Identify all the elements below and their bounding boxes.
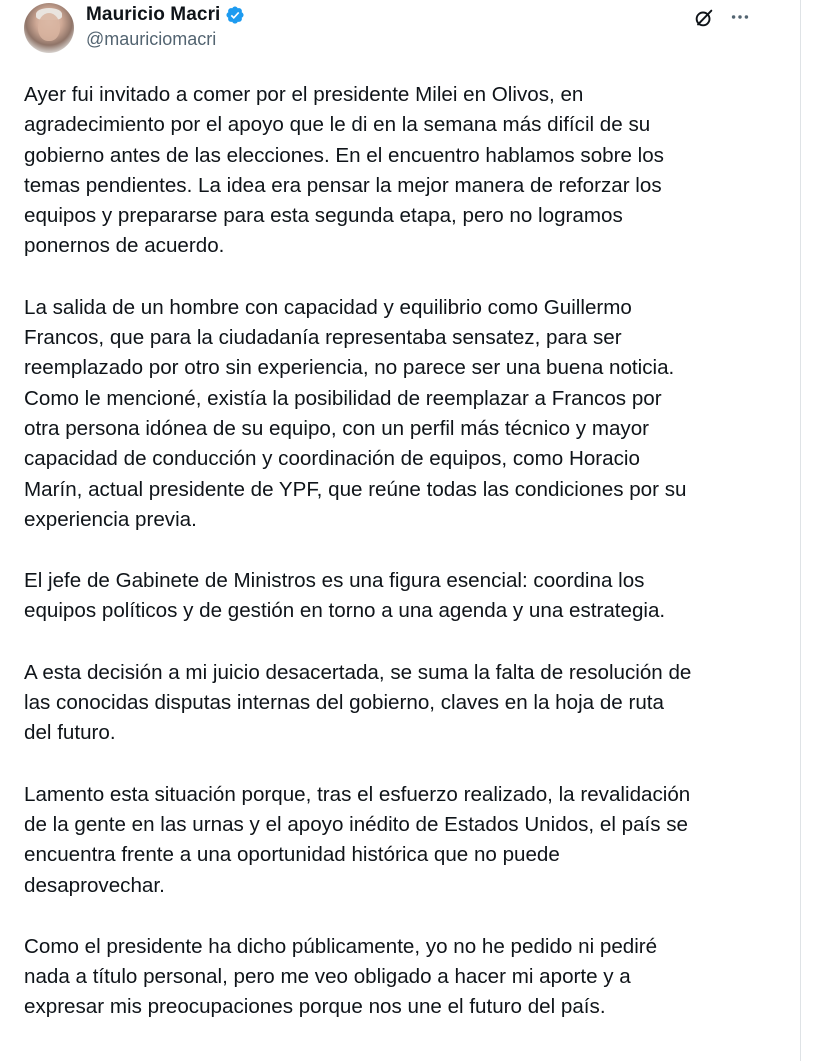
grok-icon[interactable] — [693, 7, 715, 29]
more-options-icon[interactable] — [729, 6, 751, 28]
author-display-name[interactable]: Mauricio Macri — [86, 4, 221, 25]
tweet-header — [0, 0, 824, 70]
avatar[interactable] — [24, 3, 74, 53]
more-options-svg — [729, 6, 751, 28]
tweet-paragraph: A esta decisión a mi juicio desacertada, se suma la falta de resolución de las conocidas disputas internas del gobierno, claves en la hoja de ruta del futuro. — [24, 660, 692, 745]
tweet-paragraph: Ayer fui invitado a comer por el presidente Milei en Olivos, en agradecimiento por el apoyo que le di en la semana más difícil de su gobierno antes de las elecciones. En el encuentro hablamos sobre los temas pendientes. La idea era pensar la mejor manera de reforzar los equipos y prepararse para esta segunda etapa, pero no logramos ponernos de acuerdo. — [24, 83, 664, 258]
tweet-paragraph: La salida de un hombre con capacidad y equilibrio como Guillermo Francos, que para la ciudadanía representaba sensatez, para ser reemplazado por otro sin experiencia, no parece ser una buena noticia. Como le mencioné, existía la posibilidad de reemplazar a Francos por otra persona idónea de su equipo, con un perfil más técnico y mayor capacidad de conducción y coordinación de equipos, como Horacio Marín, actual presidente de YPF, que reúne todas las condiciones por su experiencia previa. — [24, 295, 687, 531]
tweet-paragraph: El jefe de Gabinete de Ministros es una figura esencial: coordina los equipos políticos y de gestión en torno a una agenda y una estrategia. — [24, 569, 666, 623]
grok-icon-svg — [693, 7, 715, 29]
author-name-row[interactable] — [86, 3, 245, 27]
tweet-body — [24, 80, 764, 1023]
tweet-paragraph: Como el presidente ha dicho públicamente, yo no he pedido ni pediré nada a título personal, pero me veo obligado a hacer mi aporte y a expresar mis preocupaciones porque nos une el futuro del país. — [24, 934, 658, 1019]
verified-badge-svg — [225, 5, 245, 25]
divider — [800, 0, 801, 1061]
avatar-face — [38, 13, 60, 41]
tweet-paragraph: Lamento esta situación porque, tras el esfuerzo realizado, la revalidación de la gente en las urnas y el apoyo inédito de Estados Unidos, el país se encuentra frente a una oportunidad histórica que no puede desaprovechar. — [24, 782, 691, 897]
author-handle[interactable]: @mauriciomacri — [86, 29, 217, 49]
verified-badge-icon[interactable] — [225, 5, 245, 25]
